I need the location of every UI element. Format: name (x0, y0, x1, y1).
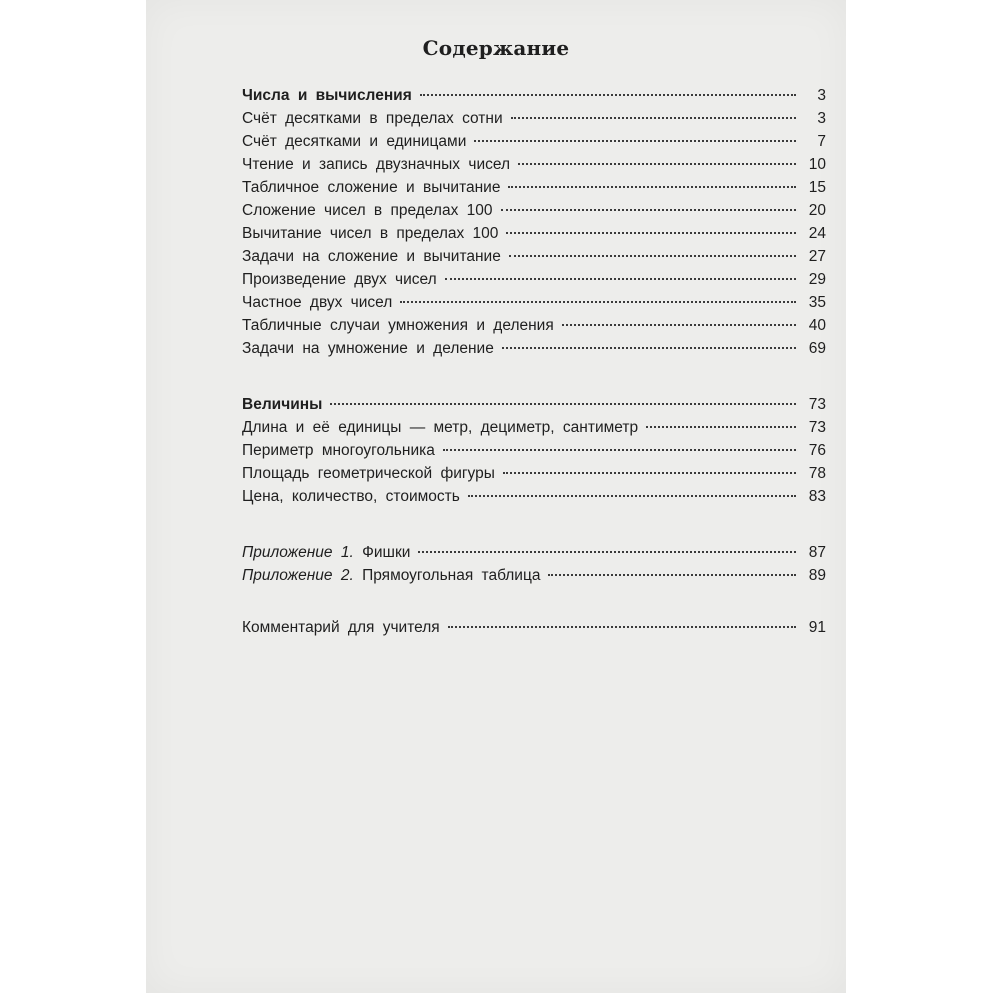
toc-appendix-entry[interactable] (242, 564, 826, 587)
toc-page-number: 73 (808, 396, 826, 413)
toc-entry-label: Произведение двух чисел (242, 271, 437, 288)
toc-entry-label: Площадь геометрической фигуры (242, 465, 495, 482)
toc-entry-label: Чтение и запись двузначных чисел (242, 156, 510, 173)
toc-entry[interactable] (242, 291, 826, 314)
toc-page-number: 87 (808, 544, 826, 561)
toc-entry[interactable] (242, 245, 826, 268)
dot-leader (511, 117, 796, 119)
toc-entry-label: Задачи на умножение и деление (242, 340, 494, 357)
toc-entry[interactable] (242, 130, 826, 153)
toc-teacher-comment-entry[interactable] (242, 616, 826, 639)
toc-entry-label: Комментарий для учителя (242, 619, 440, 636)
dot-leader (400, 301, 796, 303)
toc-page-number: 3 (817, 110, 826, 127)
appendix-prefix: Приложение 2. (242, 567, 354, 584)
dot-leader (562, 324, 796, 326)
dot-leader (330, 403, 796, 405)
dot-leader (503, 472, 796, 474)
toc-entry-label: Табличное сложение и вычитание (242, 179, 501, 196)
toc-section-heading-numbers[interactable] (242, 84, 826, 107)
toc-entry-label: Числа и вычисления (242, 87, 412, 104)
document-page (146, 0, 846, 993)
toc-page-number: 83 (808, 488, 826, 505)
toc-page-number: 27 (808, 248, 826, 265)
dot-leader (420, 94, 796, 96)
toc-section-heading-quantities[interactable] (242, 393, 826, 416)
toc-page-number: 76 (808, 442, 826, 459)
toc-page-number: 7 (817, 133, 826, 150)
toc-page-number: 73 (808, 419, 826, 436)
toc-entry-label: Длина и её единицы — метр, дециметр, сантиметр (242, 419, 639, 436)
toc-entry-label (242, 541, 410, 564)
toc-entry-label: Счёт десятками в пределах сотни (242, 110, 503, 127)
dot-leader (646, 426, 796, 428)
toc-page-number: 35 (808, 294, 826, 311)
toc-entry[interactable] (242, 337, 826, 360)
table-of-contents (242, 84, 826, 639)
dot-leader (443, 449, 796, 451)
toc-entry[interactable] (242, 314, 826, 337)
toc-page-number: 40 (808, 317, 826, 334)
section-spacer (242, 360, 826, 393)
toc-page-number: 29 (808, 271, 826, 288)
appendix-title: Фишки (362, 544, 411, 561)
toc-appendix-entry[interactable] (242, 541, 826, 564)
toc-entry-label: Периметр многоугольника (242, 442, 435, 459)
toc-entry[interactable] (242, 416, 826, 439)
dot-leader (501, 209, 797, 211)
toc-entry-label: Величины (242, 396, 323, 413)
dot-leader (548, 574, 796, 576)
toc-page-number: 89 (808, 567, 826, 584)
section-spacer (242, 508, 826, 541)
toc-page-number: 69 (808, 340, 826, 357)
toc-entry-label: Сложение чисел в пределах 100 (242, 202, 493, 219)
toc-entry[interactable] (242, 485, 826, 508)
toc-entry[interactable] (242, 153, 826, 176)
toc-entry[interactable] (242, 462, 826, 485)
section-spacer (242, 587, 826, 616)
dot-leader (508, 186, 796, 188)
dot-leader (468, 495, 796, 497)
toc-page-number: 24 (808, 225, 826, 242)
dot-leader (518, 163, 796, 165)
toc-entry[interactable] (242, 268, 826, 291)
toc-page-number: 3 (817, 87, 826, 104)
toc-page-number: 15 (808, 179, 826, 196)
toc-page-number: 10 (808, 156, 826, 173)
toc-entry[interactable] (242, 199, 826, 222)
toc-entry-label: Счёт десятками и единицами (242, 133, 467, 150)
toc-entry[interactable] (242, 222, 826, 245)
dot-leader (506, 232, 796, 234)
dot-leader (448, 626, 796, 628)
toc-page-number: 91 (808, 619, 826, 636)
toc-entry-label: Цена, количество, стоимость (242, 488, 460, 505)
dot-leader (509, 255, 796, 257)
dot-leader (502, 347, 796, 349)
toc-entry-label: Вычитание чисел в пределах 100 (242, 225, 499, 242)
appendix-title: Прямоугольная таблица (362, 567, 541, 584)
toc-page-number: 78 (808, 465, 826, 482)
toc-page-number: 20 (808, 202, 826, 219)
toc-entry-label (242, 564, 540, 587)
toc-entry-label: Частное двух чисел (242, 294, 393, 311)
appendix-prefix: Приложение 1. (242, 544, 354, 561)
toc-entry-label: Задачи на сложение и вычитание (242, 248, 501, 265)
toc-entry[interactable] (242, 107, 826, 130)
toc-entry-label: Табличные случаи умножения и деления (242, 317, 554, 334)
toc-entry[interactable] (242, 176, 826, 199)
dot-leader (474, 140, 796, 142)
dot-leader (445, 278, 796, 280)
toc-entry[interactable] (242, 439, 826, 462)
dot-leader (418, 551, 796, 553)
page-title: Содержание (422, 36, 570, 60)
